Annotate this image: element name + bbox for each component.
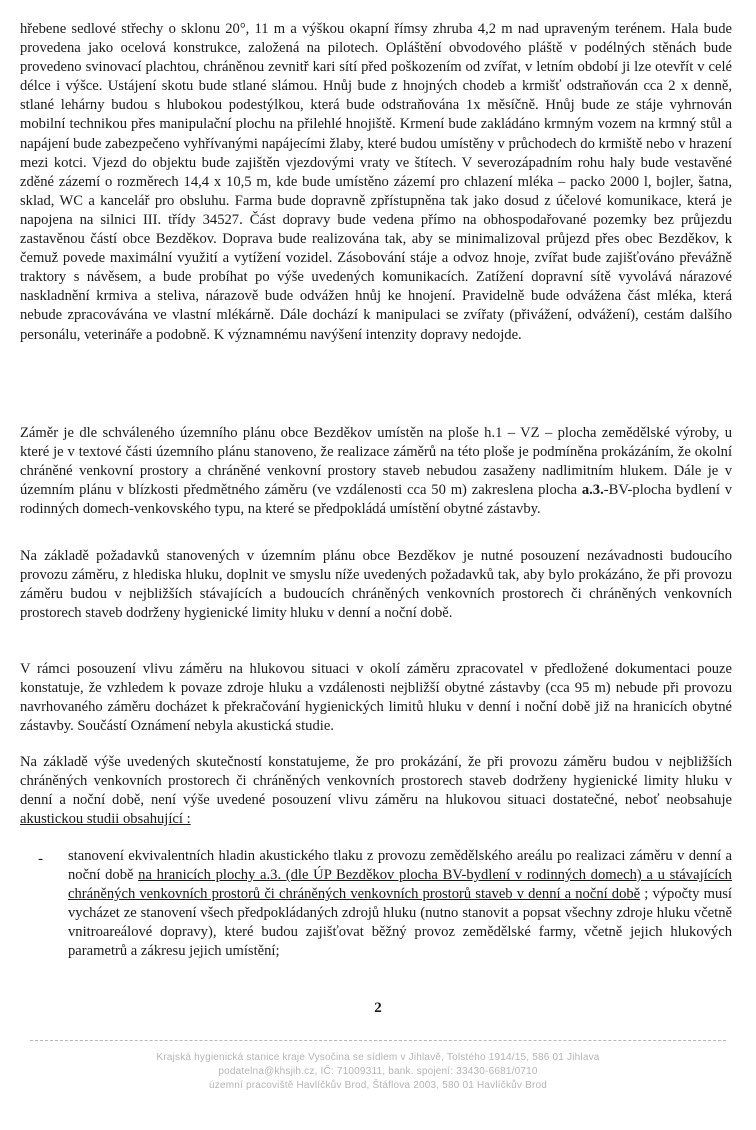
paragraph-zoning-plan: Záměr je dle schváleného územního plánu obce Bezděkov umístěn na ploše h.1 – VZ – plocha zemědělské výroby, u které je v textové části územního plánu stanoveno, že realizace záměrů na této ploše je podmíněna prokázáním, že okolní chráněné venkovní prostory a chráněné venkovní prostory staveb nebudou zasaženy nadlimitním hlukem. Dále je v územním plánu v blízkosti předmětného záměru (ve vzdálenosti cca 50 m) zakreslena plocha a.3.-BV-plocha bydlení v rodinných domech-venkovského typu, na které se předpokládá umístění obytné zástavby. bbox=[20, 425, 733, 518]
footer-contact: podatelna@khsjih.cz, IČ: 71009311, bank. spojení: 33430-6681/0710 bbox=[218, 1066, 538, 1077]
footer-divider bbox=[30, 1040, 726, 1041]
paragraph-requirements: Na základě požadavků stanovených v územním plánu obce Bezděkov je nutné posouzení nezávadnosti budoucího provozu záměru, z hlediska hluku, doplnit ve smyslu níže uvedených požadavků tak, aby bylo prokázáno, že při provozu záměru budou v nejbližších stávajících a budoucích chráněných venkovních prostorech či chráněných venkovních prostorech staveb dodrženy hygienické limity hluku v denní a noční době. bbox=[20, 548, 732, 622]
bullet-item: stanovení ekvivalentních hladin akustického tlaku z provozu zemědělského areálu po realizaci záměru v denní a noční době na hranicích plochy a.3. (dle ÚP Bezděkov plocha BV-bydlení v rodinných domech) a u stávajících chráněných venkovních prostorů či chráněných venkovních prostorů staveb v denní a noční době ; výpočty musí vycházet ze stanovení všech předpokládaných zdrojů hluku (nutno stanovit a popsat všechny zdroje hluku včetně vnitroareálové dopravy), které budou zajišťovat běžný provoz zemědělské farmy, včetně jejich hlukových parametrů a zákresu jejich umístění; bbox=[68, 848, 732, 960]
footer-branch: územní pracoviště Havlíčkův Brod, Štáflova 2003, 580 01 Havlíčkův Brod bbox=[208, 1080, 548, 1091]
paragraph-hall-description: hřebene sedlové střechy o sklonu 20°, 11 m a výškou okapní římsy zhruba 4,2 m nad upraveným terénem. Hala bude provedena jako ocelová konstrukce, založená na pilotech. Opláštění obvodového pláště v podélných stěnách bude provedeno svinovací plachtou, chráněnou zevnitř kari sítí před poškozením od zvířat, v letním období ji lze otevřít v celé délce i výšce. Ustájení skotu bude stlané slámou. Hnůj bude z hnojných chodeb a krmišť odstraňován cca 2 x denně, stlané lehárny budou s hlubokou podestýlkou, která bude odstraňována 1x měsíčně. Hnůj bude ze stáje vyhrnován mobilní technikou přes manipulační plochu na přilehlé hnojiště. Krmení bude zakládáno krmným vozem na krmný stůl a napájení bude zabezpečeno vyhřívanými napájecími žlaby, které budou umístěny v průchodech do krmiště nebo v hrazení mezi kotci. Vjezd do objektu bude zajištěn vjezdovými vraty ve štítech. V severozápadním rohu haly bude vestavěné zděné zázemí o rozměrech 14,4 x 10,5 m, kde bude umístěno zázemí pro chlazení mléka – packo 2000 l, bojler, šatna, sklad, WC a kancelář pro obsluhu. Farma bude dopravně zpřístupněna tak jako dosud z účelové komunikace, která je napojena na silnici III. třídy 34527. Část dopravy bude vedena přímo na obhospodařované pozemky bez průjezdu zastavěnou částí obce Bezděkov. Doprava bude realizována tak, aby se minimalizoval průjezd přes obec Bezděkov, k čemuž povede maximální využití a vytížení vozidel. Zásobování stáje a odvoz hnoje, zvířat bude zajišťováno převážně traktory s návěsem, a bude probíhat po výše uvedených komunikacích. Zatížení dopravní sítě vyvolává nárazové naskladnění krmiva a steliva, nárazově bude odvážen hnůj ke hnojení. Pravidelně bude odvážena část mléka, která nebude zpracovávána ve vlastní mlékárně. Dále dochází k manipulaci se zvířaty (přivážení, odvážení), cestám dalšího personálu, veterináře a podobně. K významnému navýšení intenzity dopravy nedojde. bbox=[20, 21, 732, 343]
footer-address: Krajská hygienická stanice kraje Vysočina se sídlem v Jihlavě, Tolstého 1914/15, 586 01 Jihlava bbox=[156, 1052, 600, 1063]
bullet-marker: - bbox=[38, 851, 43, 867]
page-number: 2 bbox=[374, 1000, 382, 1016]
paragraph-conclusion: Na základě výše uvedených skutečností konstatujeme, že pro prokázání, že při provozu záměru budou v nejbližších chráněných venkovních prostorech či chráněných venkovních prostorech staveb dodrženy hygienické limity hluku v denní a noční době, není výše uvedené posouzení vlivu záměru na hlukovou situaci dostatečné, neboť neobsahuje akustickou studii obsahující : bbox=[20, 754, 732, 828]
paragraph-noise-assessment: V rámci posouzení vlivu záměru na hlukovou situaci v okolí záměru zpracovatel v předložené dokumentaci pouze konstatuje, že vzhledem k povaze zdroje hluku a vzdálenosti nejbližší obytné zástavby (cca 95 m) nebude při provozu navrhovaného záměru docházet k překračování hygienických limitů hluku v denní i noční době již na hranicích obytné zástavby. Součástí Oznámení nebyla akustická studie. bbox=[20, 661, 732, 735]
